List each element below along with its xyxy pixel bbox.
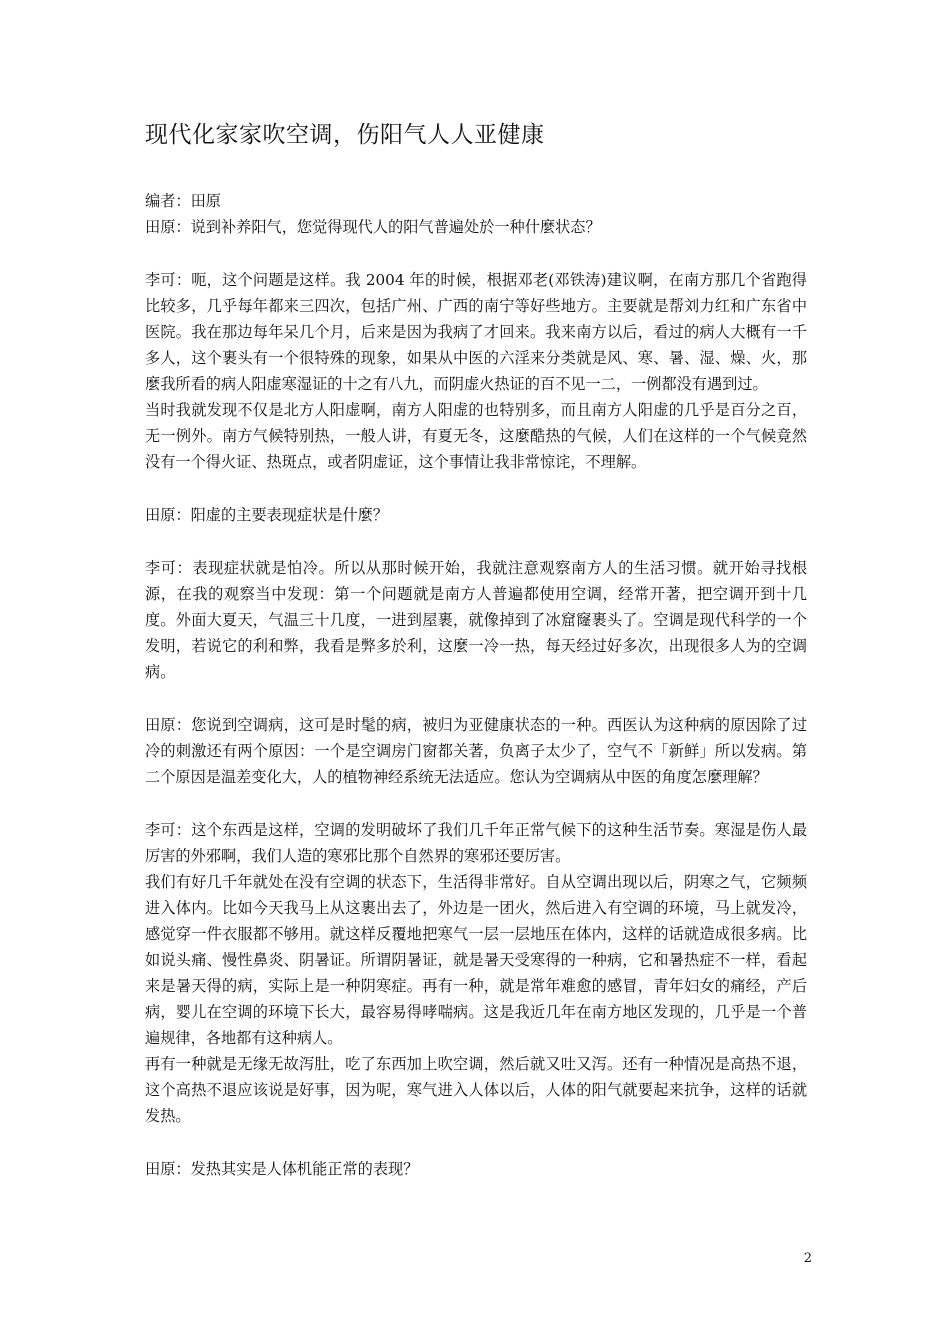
paragraph: 我们有好几千年就处在没有空调的状态下，生活得非常好。自从空调出现以后，阴寒之气，它频频进入体内。比如今天我马上从这裹出去了，外边是一团火，然后进入有空调的环境，马上就发冷，感觉穿一件衣服都不够用。就这样反覆地把寒气一层一层地压在体内，这样的话就造成很多病。比如说头痛、慢性鼻炎、阴暑证。所谓阴暑证，就是暑天受寒得的一种病，它和暑热症不一样，看起来是暑天得的病，实际上是一种阴寒症。再有一种，就是常年难愈的感冒，青年妇女的痛经，产后病，婴儿在空调的环境下长大，最容易得哮喘病。这是我近几年在南方地区发现的，几乎是一个普遍规律，各地都有这种病人。: [145, 873, 807, 1047]
document-title: 现代化家家吹空调，伤阳气人人亚健康: [145, 122, 545, 148]
paragraph-gap: [145, 528, 807, 555]
paragraph: 当时我就发现不仅是北方人阳虚啊，南方人阳虚的也特别多，而且南方人阳虚的几乎是百分之百，无一例外。南方气候特别热，一般人讲，有夏无冬，这麼酷热的气候，人们在这样的一个气候竟然没有一个得火证、热斑点，或者阴虚证，这个事情让我非常惊诧，不理解。: [145, 401, 807, 471]
paragraph-gap: [145, 1129, 807, 1156]
editor-line: 编者：田原: [145, 192, 221, 210]
page-number: 2: [803, 1251, 812, 1266]
paragraph: 李可：表现症状就是怕冷。所以从那时候开始，我就注意观察南方人的生活习惯。就开始寻找根源，在我的观察当中发现：第一个问题就是南方人普遍都使用空调，经常开著，把空调开到十几度。外面大夏天，气温三十几度，一进到屋裹，就像掉到了冰窟窿裹头了。空调是现代科学的一个发明，若说它的利和弊，我看是弊多於利，这麼一冷一热，每天经过好多次，出现很多人为的空调病。: [145, 559, 807, 681]
paragraph: 李可：呃，这个问题是这样。我 2004 年的时候，根据邓老(邓铁涛)建议啊，在南方那几个省跑得比较多，几乎每年都来三四次，包括广州、广西的南宁等好些地方。主要就是帮刘力红和广东省中医院。我在那边每年呆几个月，后来是因为我病了才回来。我来南方以后，看过的病人大概有一千多人，这个裹头有一个很特殊的现象，如果从中医的六淫来分类就是风、寒、暑、湿、燥、火，那麼我所看的病人阳虚寒湿证的十之有八九，而阴虚火热证的百不见一二，一例都没有遇到过。: [145, 271, 807, 393]
paragraph-gap: [145, 685, 807, 712]
paragraph-gap: [145, 790, 807, 817]
paragraph: 田原：说到补养阳气，您觉得现代人的阳气普遍处於一种什麼状态？: [145, 218, 601, 236]
paragraph-gap: [145, 475, 807, 502]
paragraph: 田原：阳虚的主要表现症状是什麼？: [145, 506, 388, 524]
paragraph: 田原：发热其实是人体机能正常的表现？: [145, 1160, 419, 1178]
paragraph-gap: [145, 240, 807, 267]
paragraph: 李可：这个东西是这样，空调的发明破坏了我们几千年正常气候下的这种生活节奏。寒湿是伤人最厉害的外邪啊，我们人造的寒邪比那个自然界的寒邪还要厉害。: [145, 821, 807, 865]
paragraph: 再有一种就是无缘无故泻肚，吃了东西加上吹空调，然后就又吐又泻。还有一种情况是高热不退，这个高热不退应该说是好事，因为呢，寒气进入人体以后，人体的阳气就要起来抗争，这样的话就发热。: [145, 1055, 807, 1125]
paragraph: 田原：您说到空调病，这可是时髦的病，被归为亚健康状态的一种。西医认为这种病的原因除了过冷的刺激还有两个原因：一个是空调房门窗都关著，负离子太少了，空气不「新鲜」所以发病。第二个原因是温差变化大，人的植物神经系统无法适应。您认为空调病从中医的角度怎麼理解？: [145, 716, 807, 786]
document-body: [145, 188, 807, 1182]
